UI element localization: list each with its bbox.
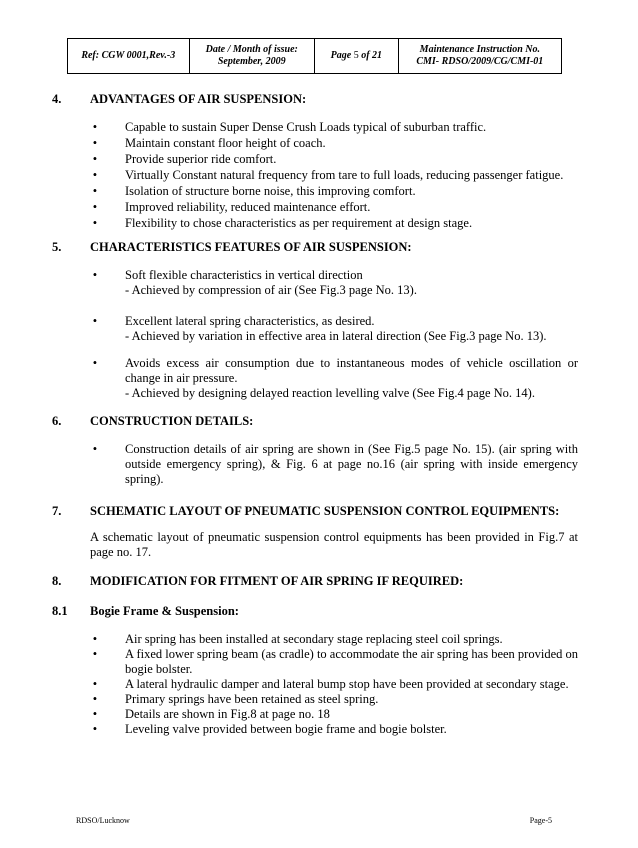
section-title: ADVANTAGES OF AIR SUSPENSION: bbox=[90, 92, 307, 106]
section-title: SCHEMATIC LAYOUT OF PNEUMATIC SUSPENSION CONTROL EQUIPMENTS: bbox=[90, 504, 560, 518]
section-number: 4. bbox=[52, 92, 62, 106]
section-number: 5. bbox=[52, 240, 62, 254]
header-date-value: September, 2009 bbox=[217, 56, 286, 67]
section-number: 7. bbox=[52, 504, 62, 518]
bullet-icon: • bbox=[92, 692, 98, 706]
section-number: 8. bbox=[52, 574, 62, 588]
header-mi-cell bbox=[399, 39, 561, 73]
bullet-icon: • bbox=[92, 200, 98, 214]
section-title: CONSTRUCTION DETAILS: bbox=[90, 414, 254, 428]
bullet-icon: • bbox=[92, 120, 98, 134]
header-ref: Ref: CGW 0001,Rev.-3 bbox=[81, 50, 176, 61]
bullet-icon: • bbox=[92, 268, 98, 282]
bullet-icon: • bbox=[92, 216, 98, 230]
bullet-icon: • bbox=[92, 314, 98, 328]
bullet-icon: • bbox=[92, 632, 98, 646]
bullet-icon: • bbox=[92, 677, 98, 691]
section-number: 6. bbox=[52, 414, 62, 428]
bullet-icon: • bbox=[92, 442, 98, 456]
header-page-cell bbox=[315, 39, 399, 73]
bullet-icon: • bbox=[92, 647, 98, 661]
bullet-icon: • bbox=[92, 168, 98, 182]
section-title: Bogie Frame & Suspension: bbox=[90, 604, 239, 618]
bullet-icon: • bbox=[92, 136, 98, 150]
header-mi-label: Maintenance Instruction No. bbox=[419, 44, 540, 55]
footer-left: RDSO/Lucknow bbox=[76, 816, 130, 825]
header-page-num: 5 bbox=[353, 50, 359, 61]
header-mi-value: CMI- RDSO/2009/CG/CMI-01 bbox=[416, 56, 544, 67]
section-title: CHARACTERISTICS FEATURES OF AIR SUSPENSION: bbox=[90, 240, 412, 254]
section-7-paragraph: A schematic layout of pneumatic suspension control equipments has been provided in Fig.7 at page no. 17. bbox=[90, 530, 578, 559]
section-number: 8.1 bbox=[52, 604, 68, 618]
footer-page-number: Page-5 bbox=[529, 816, 552, 825]
header-date-label: Date / Month of issue: bbox=[205, 44, 298, 55]
header-page-suffix: of 21 bbox=[361, 50, 383, 61]
bullet-icon: • bbox=[92, 722, 98, 736]
bullet-icon: • bbox=[92, 152, 98, 166]
header-ref-cell bbox=[68, 39, 190, 73]
header-page-prefix: Page bbox=[330, 50, 352, 61]
bullet-icon: • bbox=[92, 356, 98, 370]
header-date-cell bbox=[190, 39, 315, 73]
section-title: MODIFICATION FOR FITMENT OF AIR SPRING IF REQUIRED: bbox=[90, 574, 464, 588]
document-header-table bbox=[67, 38, 562, 74]
bullet-icon: • bbox=[92, 184, 98, 198]
bullet-icon: • bbox=[92, 707, 98, 721]
